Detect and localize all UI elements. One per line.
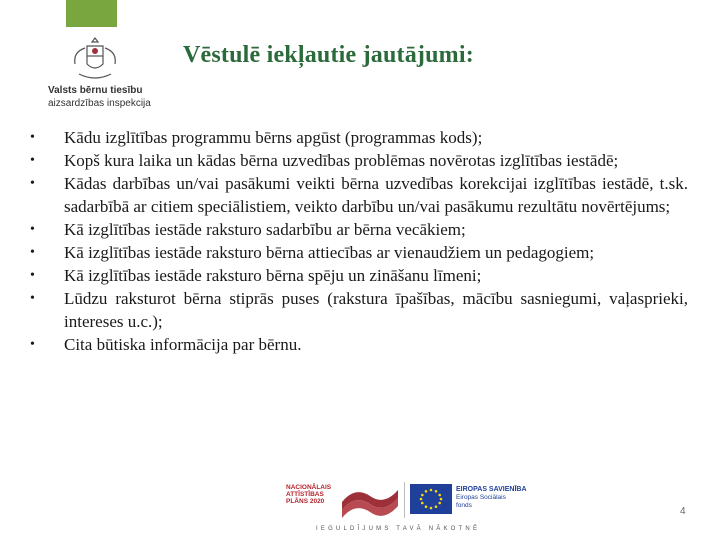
eu-fund-label: [456, 486, 527, 510]
list-item-text: Cita būtiska informācija par bērnu.: [64, 335, 302, 354]
list-item: [30, 287, 688, 333]
bullet-icon: •: [30, 268, 35, 283]
list-item-text: Kā izglītības iestāde raksturo bērna attiecības ar vienaudžiem un pedagogiem;: [64, 243, 595, 262]
bullet-icon: •: [30, 130, 35, 145]
green-header-tab: [66, 0, 117, 27]
list-item-text: Kādas darbības un/vai pasākumi veikti bērna uzvedības korekcijai izglītības iestādē, t.sk. sadarbībā ar citiem speciālistiem, veikto darbību un/vai pasākumu rezultātu novērtējums;: [64, 174, 688, 216]
footer-slogan: IEGULDĪJUMS TAVĀ NĀKOTNĒ: [316, 526, 481, 532]
list-item: [30, 172, 688, 218]
footer-divider: [404, 482, 405, 518]
nap-line1: NACIONĀLAIS: [286, 484, 332, 491]
list-item: [30, 333, 688, 356]
bullet-icon: •: [30, 245, 35, 260]
nap-line2: ATTĪSTĪBAS: [286, 491, 324, 498]
bullet-icon: •: [30, 337, 35, 352]
list-item: [30, 218, 688, 241]
coat-of-arms-icon: [67, 34, 123, 84]
eu-line3: fonds: [456, 502, 472, 509]
latvian-flag-icon: [340, 482, 400, 520]
list-item-text: Lūdzu raksturot bērna stiprās puses (rakstura īpašības, mācību sasniegumi, vaļasprieki, intereses u.c.);: [64, 289, 688, 331]
page-number: 4: [680, 506, 686, 517]
list-item-text: Kā izglītības iestāde raksturo bērna spēju un zināšanu līmeni;: [64, 266, 482, 285]
logo-text-line2: aizsardzības inspekcija: [48, 98, 151, 109]
list-item-text: Kopš kura laika un kādas bērna uzvedības problēmas novērotas izglītības iestādē;: [64, 151, 619, 170]
page-title: Vēstulē iekļautie jautājumi:: [183, 42, 474, 68]
bullet-icon: •: [30, 222, 35, 237]
eu-line1: EIROPAS SAVIENĪBA: [456, 486, 527, 493]
question-list: [30, 126, 688, 356]
list-item-text: Kādu izglītības programmu bērns apgūst (programmas kods);: [64, 128, 483, 147]
list-item: [30, 149, 688, 172]
bullet-icon: •: [30, 153, 35, 168]
logo-text-line1: Valsts bērnu tiesību: [48, 85, 143, 96]
nap-2020-logo: [286, 484, 338, 505]
inspection-logo: [40, 34, 150, 120]
footer-logos: [280, 476, 700, 540]
list-item: [30, 264, 688, 287]
bullet-icon: •: [30, 176, 35, 191]
list-item: [30, 126, 688, 149]
eu-flag-icon: [410, 484, 452, 514]
eu-line2: Eiropas Sociālais: [456, 494, 506, 501]
list-item-text: Kā izglītības iestāde raksturo sadarbību ar bērna vecākiem;: [64, 220, 466, 239]
list-item: [30, 241, 688, 264]
nap-line3: PLĀNS 2020: [286, 498, 325, 505]
bullet-icon: •: [30, 291, 35, 306]
